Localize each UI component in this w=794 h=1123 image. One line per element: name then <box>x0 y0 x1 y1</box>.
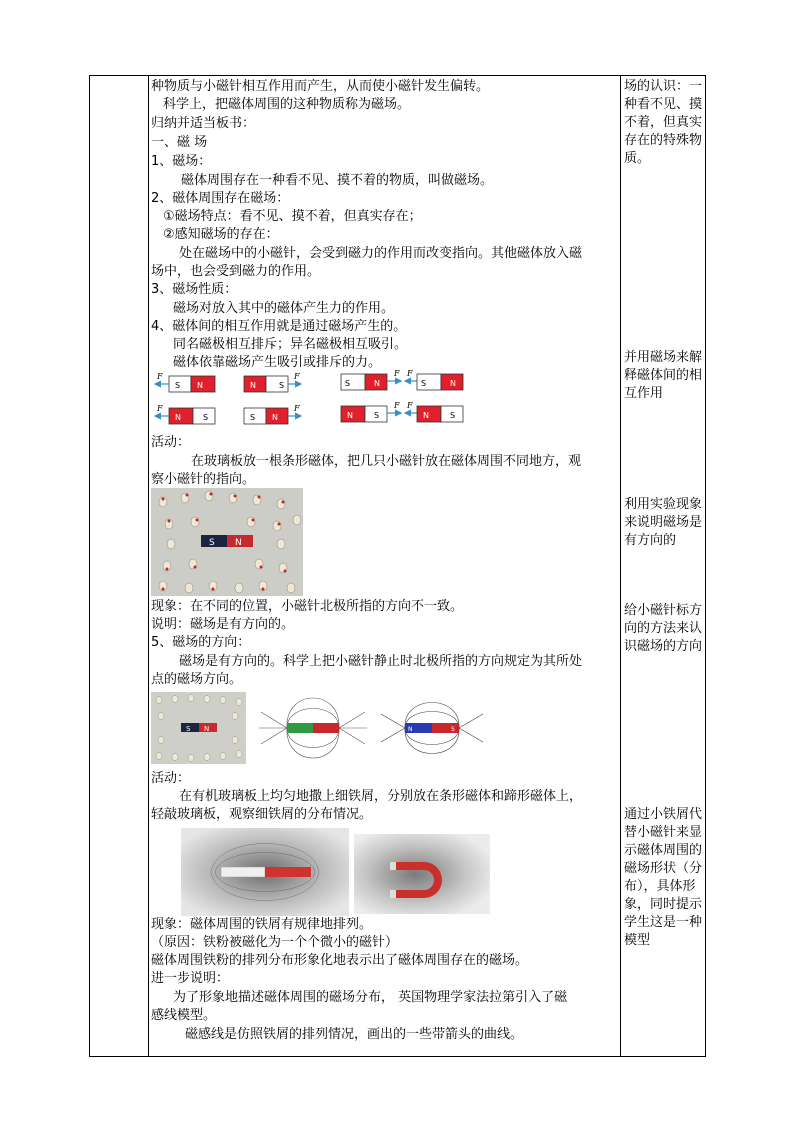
text-line: 3、磁场性质： <box>151 282 238 297</box>
compass-photo-drawing <box>151 488 303 596</box>
pole-label: S <box>345 379 351 388</box>
text-line: 在玻璃板放一根条形磁体，把几只小磁针放在磁体周围不同地方，观 <box>191 454 582 469</box>
column-divider-right <box>620 76 621 1056</box>
side-note: 场的认识：一种看不见、摸不着，但真实存在的特殊物质。 <box>624 79 703 166</box>
text-line: 种物质与小磁针相互作用而产生，从而使小磁针发生偏转。 <box>151 79 490 94</box>
force-label: F <box>394 370 400 378</box>
side-notes-column <box>622 76 706 1056</box>
pole-label: S <box>209 538 215 548</box>
text-line: 轻敲玻璃板，观察细铁屑的分布情况。 <box>151 807 373 822</box>
pole-label: S <box>250 413 256 422</box>
text-line: 磁体依靠磁场产生吸引或排斥的力。 <box>173 355 382 370</box>
text-line: ②感知磁场的存在： <box>163 227 279 242</box>
pole-label: S <box>450 411 456 420</box>
text-line: 科学上，把磁体周围的这种物质称为磁场。 <box>163 97 411 112</box>
activity-label: 活动： <box>151 435 191 450</box>
pole-label: N <box>423 411 429 420</box>
text-line: 在有机玻璃板上均匀地撒上细铁屑，分别放在条形磁体和蹄形磁体上， <box>179 789 583 804</box>
text-line: 说明：磁场是有方向的。 <box>151 617 295 632</box>
compass-photo-small-drawing <box>151 692 246 764</box>
text-line: 磁场对放入其中的磁体产生力的作用。 <box>173 301 395 316</box>
text-line: 处在磁场中的小磁针，会受到磁力的作用而改变指向。其他磁体放入磁 <box>179 246 583 261</box>
text-line: 察小磁针的指向。 <box>151 472 256 487</box>
pole-label: N <box>374 379 380 388</box>
compass-photo-small <box>151 692 246 764</box>
side-note: 利用实验现象来说明磁场是有方向的 <box>624 497 703 548</box>
text-line: （原因：铁粉被磁化为一个个微小的磁针） <box>151 935 399 950</box>
bar-magnet-field-diagram <box>379 692 485 764</box>
text-line: 点的磁场方向。 <box>151 672 243 687</box>
pole-label: N <box>347 411 353 420</box>
force-label: F <box>157 404 163 413</box>
text-line: 为了形象地描述磁体周围的磁场分布， 英国物理学家法拉第引入了磁 <box>173 990 568 1005</box>
pole-label: N <box>272 413 278 422</box>
text-line: 感线模型。 <box>151 1008 217 1023</box>
text-line: 现象：在不同的位置，小磁针北极所指的方向不一致。 <box>151 599 464 614</box>
pole-label: N <box>197 381 203 390</box>
lesson-table <box>89 75 706 1057</box>
pole-label: S <box>421 379 427 388</box>
text-line: 磁场是有方向的。科学上把小磁针静止时北极所指的方向规定为其所处 <box>179 654 583 669</box>
pole-label: S <box>175 381 181 390</box>
text-line: 磁体周围存在一种看不见、摸不着的物质，叫做磁场。 <box>181 173 494 188</box>
main-column <box>149 76 619 1056</box>
force-label: F <box>407 370 413 378</box>
iron-filings-bar-magnet-drawing <box>181 828 349 916</box>
pole-label: N <box>450 379 456 388</box>
pole-label: S <box>279 381 285 390</box>
force-label: F <box>407 401 413 410</box>
text-line: 磁体周围铁粉的排列分布形象化地表示出了磁体周围存在的磁场。 <box>151 953 529 968</box>
pole-label: N <box>204 725 210 733</box>
side-note: 给小磁针标方向的方法来认识磁场的方向 <box>624 603 703 654</box>
text-line: 1、磁场： <box>151 154 212 169</box>
text-line: 进一步说明： <box>151 971 230 986</box>
force-label: F <box>394 401 400 410</box>
pole-label: S <box>203 413 209 422</box>
pole-label: S <box>186 725 191 733</box>
section-heading: 5、磁场的方向： <box>151 635 251 650</box>
text-line: ①磁场特点：看不见、摸不着，但真实存在； <box>163 209 422 224</box>
iron-filings-bar-magnet-photo <box>181 828 349 916</box>
text-line: 磁感线是仿照铁屑的排列情况，画出的一些带箭头的曲线。 <box>185 1027 524 1042</box>
text-line: 现象：磁体周围的铁屑有规律地排列。 <box>151 917 373 932</box>
iron-filings-horseshoe-photo <box>354 834 490 914</box>
text-line: 2、磁体周围存在磁场： <box>151 191 290 206</box>
bar-magnet-field-lines <box>257 692 369 764</box>
text-line: 归纳并适当板书： <box>151 116 256 131</box>
iron-filings-horseshoe-drawing <box>354 834 490 914</box>
pole-label: N <box>408 726 413 733</box>
text-line: 4、磁体间的相互作用就是通过磁场产生的。 <box>151 319 407 334</box>
force-label: F <box>294 404 300 413</box>
bar-magnet-field-lines-drawing <box>257 692 369 764</box>
force-label: F <box>157 372 163 381</box>
pole-label: N <box>250 381 256 390</box>
activity-label: 活动： <box>151 771 191 786</box>
side-note: 并用磁场来解释磁体间的相互作用 <box>624 350 703 401</box>
magnet-pair-repel-1 <box>155 372 215 392</box>
compass-photo <box>151 488 303 596</box>
pole-label: S <box>374 411 380 420</box>
text-line: 场中，也会受到磁力的作用。 <box>151 264 321 279</box>
magnet-interaction-diagram <box>149 370 479 428</box>
pole-label: N <box>235 538 242 548</box>
bar-magnet-field-diagram-drawing <box>379 692 485 764</box>
side-note: 通过小铁屑代替小磁针来显示磁体周围的磁场形状（分布），具体形象，同时提示学生这是一种模型 <box>624 807 703 948</box>
text-line: 同名磁极相互排斥；异名磁极相互吸引。 <box>173 337 408 352</box>
pole-label: S <box>451 726 455 733</box>
force-label: F <box>294 372 300 381</box>
pole-label: N <box>175 413 181 422</box>
section-heading: 一、磁 场 <box>151 135 208 150</box>
